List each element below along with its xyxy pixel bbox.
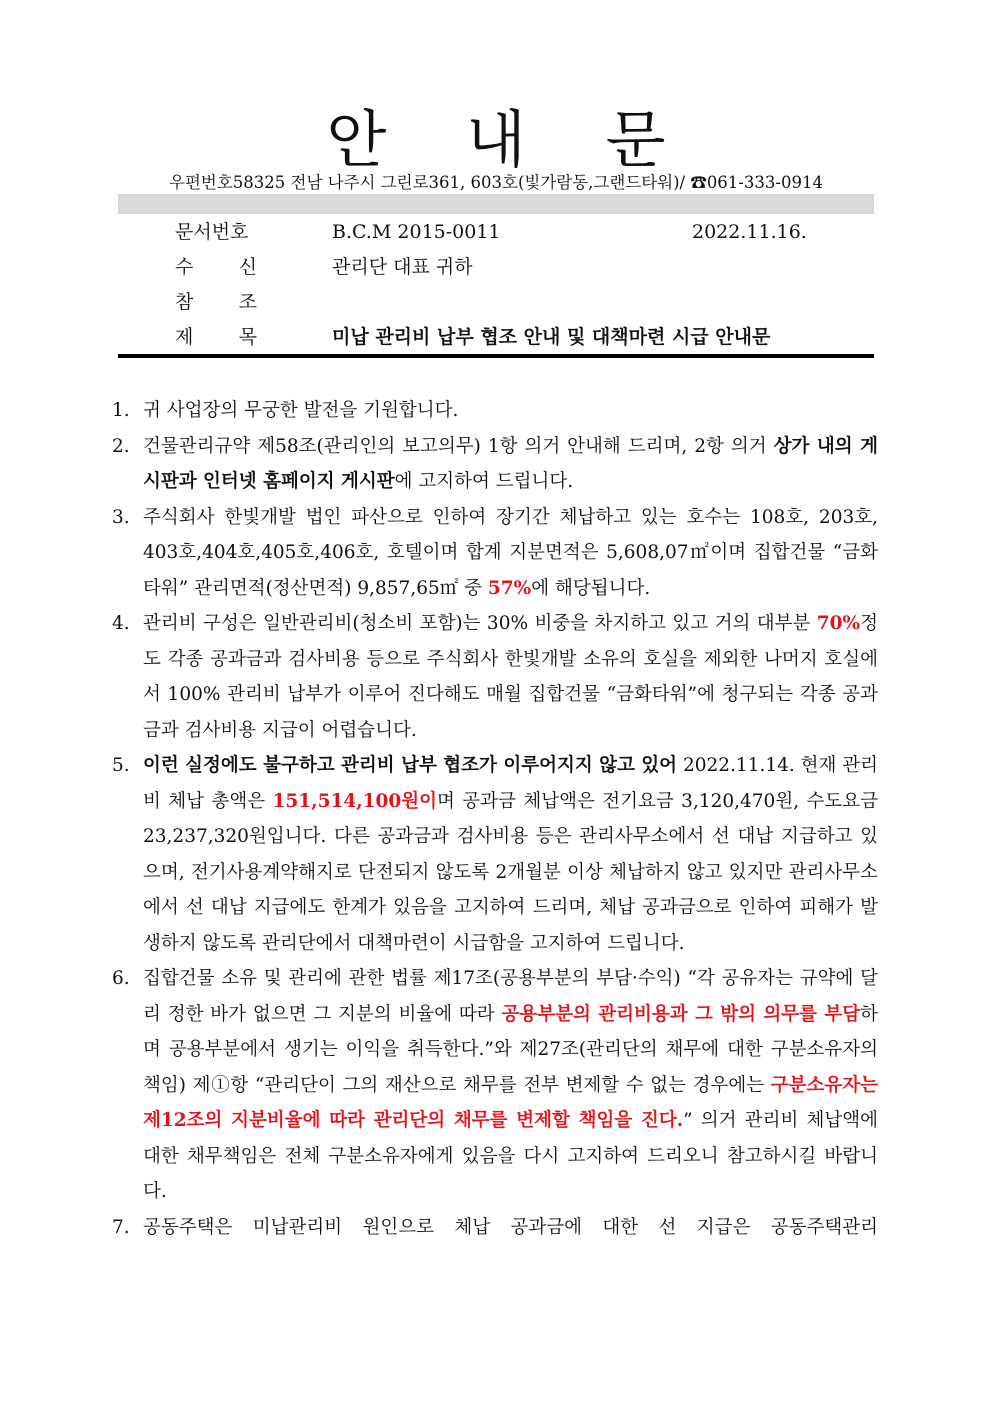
subject-label: 제 목: [175, 326, 257, 348]
item-text: 건물관리규약 제58조(관리인의 보고의무) 1항 의거 안내해 드리며, 2항 의거: [143, 435, 774, 457]
item-text: 2022.11.14. 현재 관리비 체납 총액은: [143, 755, 878, 812]
header-rule: [118, 354, 874, 358]
item-text: 며 공과금 체납액은 전기요금 3,120,470원, 수도요금 23,237,320원입니다. 다른 공과금과 검사비용 등은 관리사무소에서 선 대납 지급하고 있으며, 전기사용계약해지로 단전되지 않도록 2개월분 이상 체납하지 않고 있지만 관리사무소에서 선 대납 지급에도 한계가 있음을 고지하여 드리며, 체납 공과금으로 인하여 피해가 발생하지 않도록 관리단에서 대책마련이 시급함을 고지하여 드립니다.: [143, 790, 878, 954]
recipient-value: 관리단 대표 귀하: [332, 256, 473, 278]
item-highlight-text: 151,514,100원이: [272, 790, 437, 812]
list-item: [112, 1210, 878, 1246]
doc-number-value: B.C.M 2015-0011: [332, 221, 501, 243]
reference-label: 참 조: [175, 291, 257, 313]
item-text: 에 해당됩니다.: [531, 577, 651, 599]
item-text: 귀 사업장의 무궁한 발전을 기원합니다.: [143, 400, 459, 421]
sender-address: 우편번호58325 전남 나주시 그린로361, 603호(빛가람동,그랜드타워)/ ☎061-333-0914: [169, 173, 823, 192]
list-item: [112, 429, 878, 500]
item-text: 하며 공용부분에서 생기는 이익을 취득한다.”와 제27조(관리단의 채무에 대한 구분소유자의 책임) 제①항 “관리단이 그의 재산으로 채무를 전부 변제할 수 없는 경우에는: [143, 1003, 879, 1096]
subject-value: 미납 관리비 납부 협조 안내 및 대책마련 시급 안내문: [332, 326, 771, 348]
item-number: 7.: [112, 1216, 130, 1238]
item-number: 5.: [112, 755, 130, 776]
notice-body: [112, 393, 878, 1245]
doc-date: 2022.11.16.: [692, 221, 807, 243]
list-item: [112, 500, 878, 607]
item-text: 정도 각종 공과금과 검사비용 등으로 주식회사 한빛개발 소유의 호실을 제외한 나머지 호실에서 100% 관리비 납부가 이루어 진다해도 매월 집합건물 “금화타워”에 청구되는 각종 공과금과 검사비용 지급이 어렵습니다.: [143, 613, 878, 741]
list-item: [112, 748, 878, 961]
item-text: 에 고지하여 드립니다.: [394, 471, 574, 492]
item-number: 1.: [112, 400, 130, 421]
list-item: [112, 393, 878, 429]
item-number: 2.: [112, 435, 130, 457]
item-text: 주식회사 한빛개발 법인 파산으로 인하여 장기간 체납하고 있는 호수는 108호, 203호, 403호,404호,405호,406호, 호텔이며 합계 지분면적은 5,608,07㎡이며 집합건물 “금화타워” 관리면적(정산면적) 9,857,65㎡ 중: [143, 506, 878, 599]
item-text: 관리비 구성은 일반관리비(청소비 포함)는 30% 비중을 차지하고 있고 거의 대부분: [143, 613, 817, 634]
item-text: ” 의거 관리비 체납액에 대한 채무책임은 전체 구분소유자에게 있음을 다시 고지하여 드리오니 참고하시길 바랍니다.: [143, 1110, 878, 1202]
item-highlight-text: 공용부분의 관리비용과 그 밖의 의무를 부담: [501, 1003, 861, 1025]
item-text: 공동주택은 미납관리비 원인으로 체납 공과금에 대한 선 지급은 공동주택관리: [143, 1216, 878, 1238]
item-number: 3.: [112, 506, 130, 528]
item-bold-text: 상가 내의 게시판과 인터넷 홈페이지 게시판: [143, 435, 878, 492]
item-highlight-text: 70%: [816, 613, 861, 634]
item-highlight-text: 57%: [487, 577, 532, 599]
item-highlight-text: 구분소유자는 제12조의 지분비율에 따라 관리단의 채무를 변제할 책임을 진다.: [143, 1074, 878, 1131]
item-number: 6.: [112, 968, 130, 989]
item-number: 4.: [112, 613, 130, 634]
recipient-label: 수 신: [175, 256, 257, 278]
page-title: 안 내 문: [326, 103, 696, 176]
list-item: [112, 606, 878, 748]
item-bold-text: 이런 실정에도 불구하고 관리비 납부 협조가 이루어지지 않고 있어: [143, 755, 678, 776]
list-item: [112, 961, 878, 1210]
item-text: 집합건물 소유 및 관리에 관한 법률 제17조(공용부분의 부담·수익) “각 공유자는 규약에 달리 정한 바가 없으면 그 지분의 비율에 따라: [143, 968, 878, 1025]
doc-number-label: 문서번호: [175, 221, 249, 243]
header-shading-bar: [118, 194, 874, 214]
